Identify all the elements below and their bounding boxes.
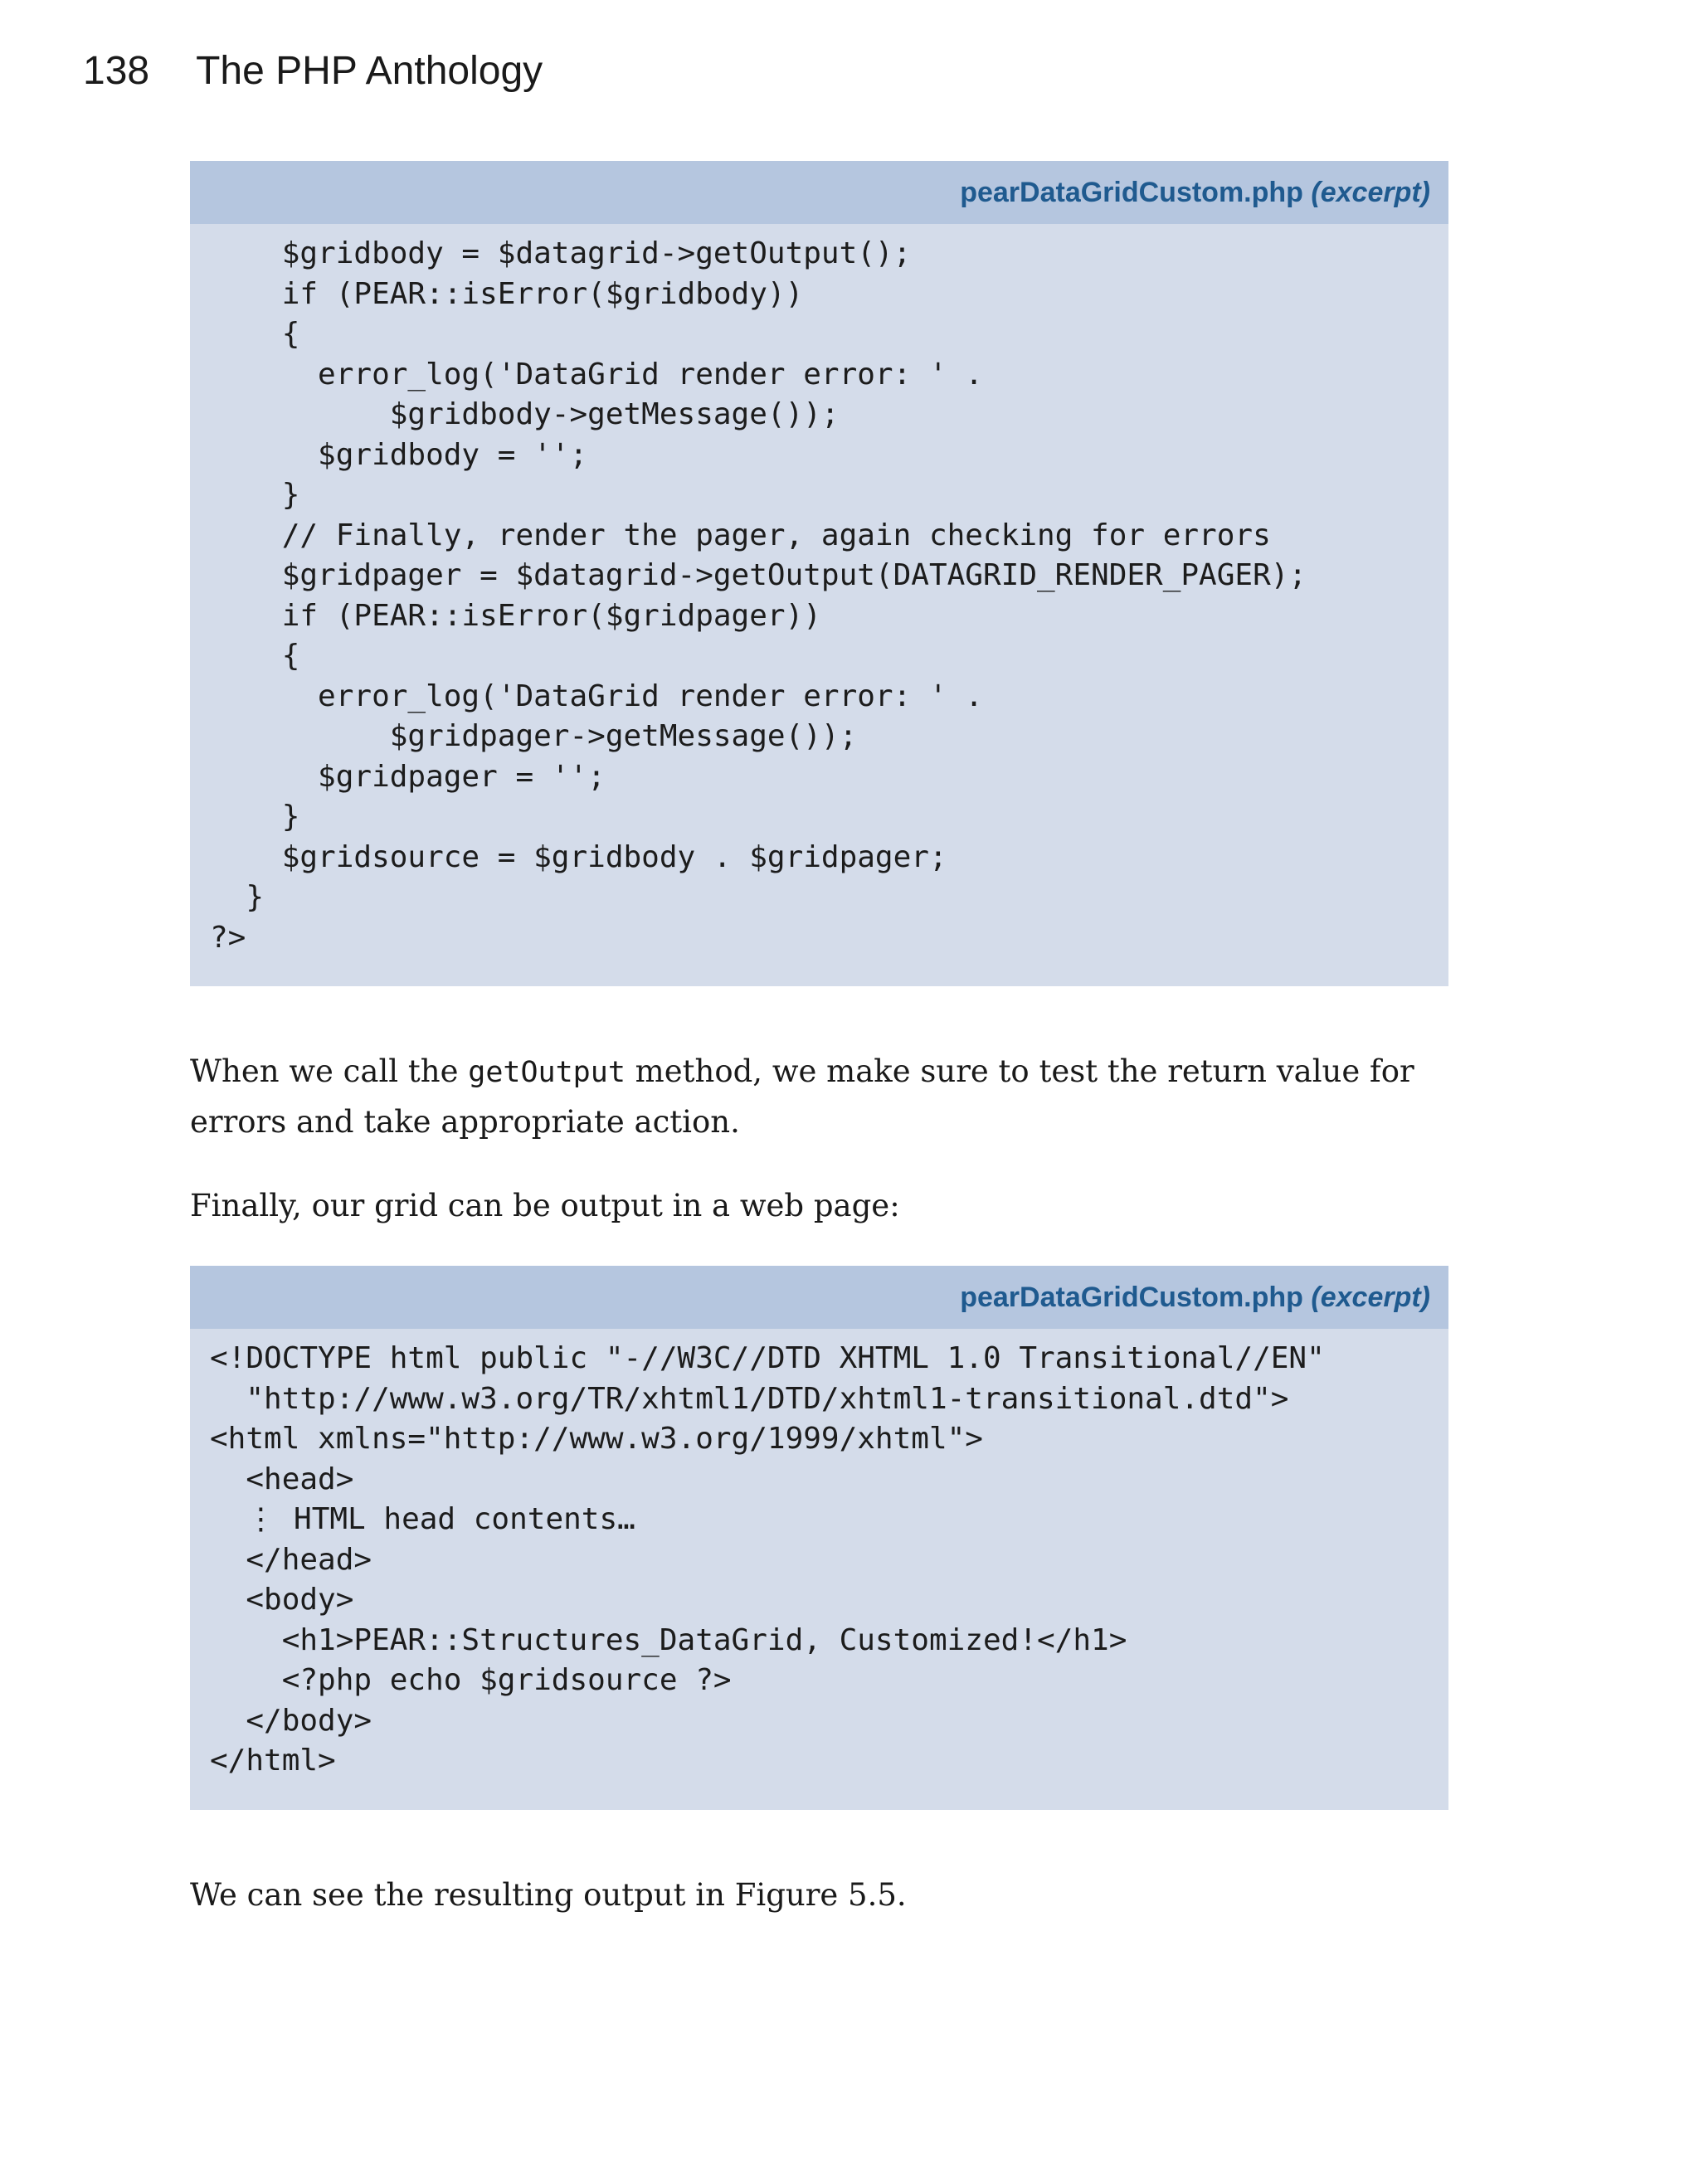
code-listing-1: [190, 161, 1448, 986]
paragraph-output-web-page: Finally, our grid can be output in a web page:: [190, 1188, 900, 1223]
code-listing-2-suffix: (excerpt): [1311, 1282, 1430, 1313]
paragraph-1-after: method, we make sure to test the return value for errors and take appropriate action.: [190, 1053, 1414, 1140]
paragraph-figure-reference: We can see the resulting output in Figure 5.5.: [190, 1877, 907, 1913]
code-listing-1-caption: [190, 161, 1448, 224]
code-listing-2-code: <!DOCTYPE html public "-//W3C//DTD XHTML 1.0 Transitional//EN" "http://www.w3.org/TR/xhtml1/DTD/xhtml1-transitional.dtd"> <html xmlns="http://www.w3.org/1999/xhtml"> <head> ⋮ HTML head contents… </head> <body> <h1>PEAR::Structures_DataGrid, Customized!</h1> <?php echo $gridsource ?> </body> </html>: [210, 1341, 1325, 1778]
code-listing-2-caption: [190, 1266, 1448, 1329]
code-listing-2-filename: pearDataGridCustom.php: [960, 1282, 1303, 1313]
book-title: The PHP Anthology: [196, 49, 543, 93]
code-listing-1-suffix: (excerpt): [1311, 177, 1430, 208]
code-listing-1-filename: pearDataGridCustom.php: [960, 177, 1303, 208]
inline-code-getoutput: getOutput: [468, 1056, 626, 1089]
code-listing-2: [190, 1266, 1448, 1810]
running-header: [83, 48, 543, 94]
page-number: 138: [83, 49, 150, 93]
code-listing-1-code: $gridbody = $datagrid->getOutput(); if (PEAR::isError($gridbody)) { error_log('DataGrid render error: ' . $gridbody->getMessage()); $gridbody = ''; } // Finally, render the pager, again checking for errors $gridpager = $datagrid->getOutput(DATAGRID_RENDER_PAGER); if (PEAR::isError($gridpager)) { error_log('DataGrid render error: ' . $gridpager->getMessage()); $gridpager = ''; } $gridsource = $gridbody . $gridpager; } ?>: [210, 236, 1307, 955]
paragraph-getoutput: [190, 1047, 1448, 1147]
paragraph-1-before: When we call the: [190, 1053, 469, 1089]
